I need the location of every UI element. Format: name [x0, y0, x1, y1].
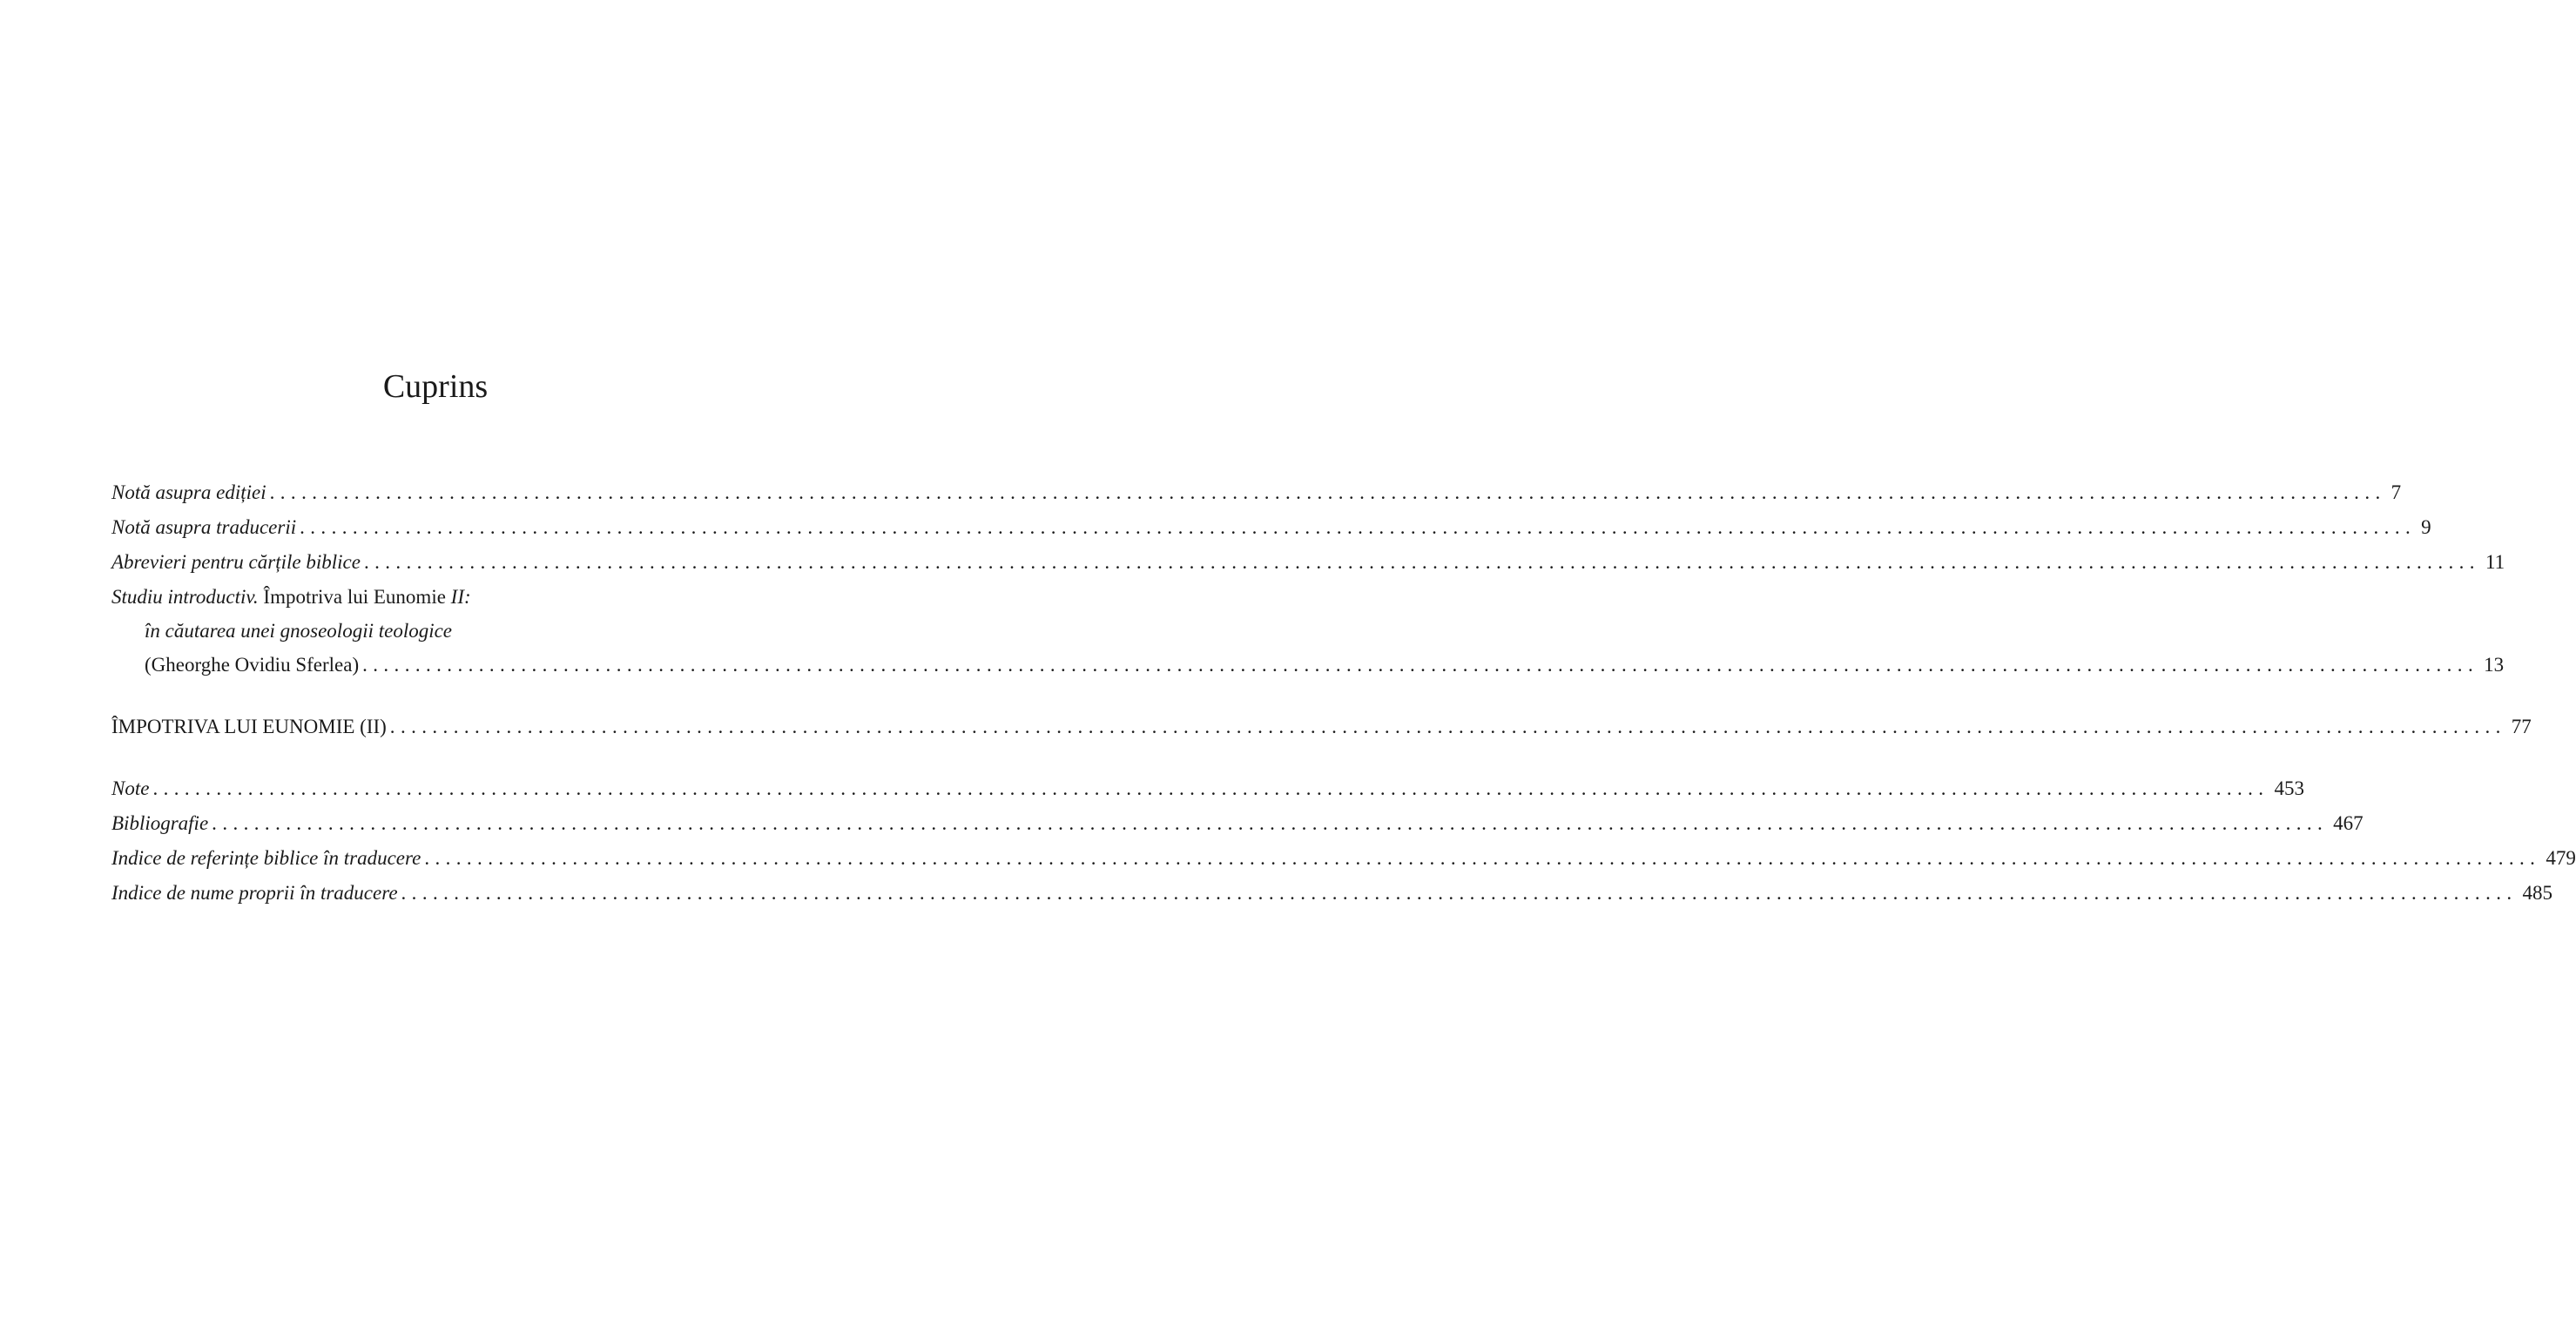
toc-entry-label-line1	[111, 580, 760, 615]
toc-entry-bibliografie[interactable]	[111, 806, 2364, 841]
toc-entry-nota-editiei[interactable]	[111, 475, 2402, 510]
leader-dots: ........................................................................................................................................................................................................	[362, 654, 2479, 676]
toc-entry-label: Note	[111, 777, 150, 799]
study-label-italic-end: II:	[450, 586, 471, 608]
leader-dots: ........................................................................................................................................................................................................	[269, 481, 2386, 503]
toc-entry-page: 453	[2274, 777, 2304, 799]
toc-entry-page: 11	[2485, 551, 2505, 573]
leader-dots: ........................................................................................................................................................................................................	[212, 812, 2329, 834]
toc-entry-page: 467	[2333, 812, 2364, 834]
leader-dots: ........................................................................................................................................................................................................	[389, 716, 2506, 737]
toc-entry-label: Notă asupra ediției	[111, 481, 266, 503]
leader-dots: ........................................................................................................................................................................................................	[424, 847, 2541, 869]
toc-entry-label: ÎMPOTRIVA LUI EUNOMIE (II)	[111, 716, 387, 737]
toc-entry-abrevieri[interactable]	[111, 545, 2505, 580]
toc-entry-page: 485	[2522, 882, 2553, 904]
leader-dots: ........................................................................................................................................................................................................	[401, 882, 2518, 904]
study-label-italic: Studiu introductiv.	[111, 586, 259, 608]
table-of-contents	[111, 475, 2576, 911]
toc-entry-label: Bibliografie	[111, 812, 209, 834]
toc-entry-page: 479	[2546, 847, 2576, 869]
toc-entry-indice-referinte[interactable]	[111, 841, 2576, 876]
toc-entry-label: Indice de referințe biblice în traducere	[111, 847, 421, 869]
toc-entry-nota-traducerii[interactable]	[111, 510, 2431, 545]
leader-dots: ........................................................................................................................................................................................................	[300, 516, 2417, 538]
toc-entry-impotriva-lui-eunomie[interactable]	[111, 710, 2532, 744]
toc-entry-page: 9	[2421, 516, 2431, 538]
toc-entry-page: 13	[2484, 654, 2505, 676]
toc-entry-label: (Gheorghe Ovidiu Sferlea)	[145, 654, 360, 676]
toc-entry-page: 77	[2511, 716, 2532, 737]
toc-entry-label: Notă asupra traducerii	[111, 516, 297, 538]
toc-entry-label-line3	[111, 648, 2505, 683]
toc-entry-studiu-introductiv[interactable]	[111, 580, 2505, 683]
toc-entry-page: 7	[2391, 481, 2402, 503]
toc-entry-note[interactable]	[111, 771, 2304, 806]
leader-dots: ........................................................................................................................................................................................................	[152, 777, 2269, 799]
page-title: Cuprins	[382, 368, 489, 405]
toc-entry-label: Indice de nume proprii în traducere	[111, 882, 398, 904]
leader-dots: ........................................................................................................................................................................................................	[363, 551, 2480, 573]
toc-entry-label-line2: în căutarea unei gnoseologii teologice	[145, 620, 453, 642]
toc-entry-indice-nume[interactable]	[111, 876, 2553, 911]
study-label-regular: Împotriva lui Eunomie	[258, 586, 451, 608]
toc-entry-label: Abrevieri pentru cărțile biblice	[111, 551, 361, 573]
